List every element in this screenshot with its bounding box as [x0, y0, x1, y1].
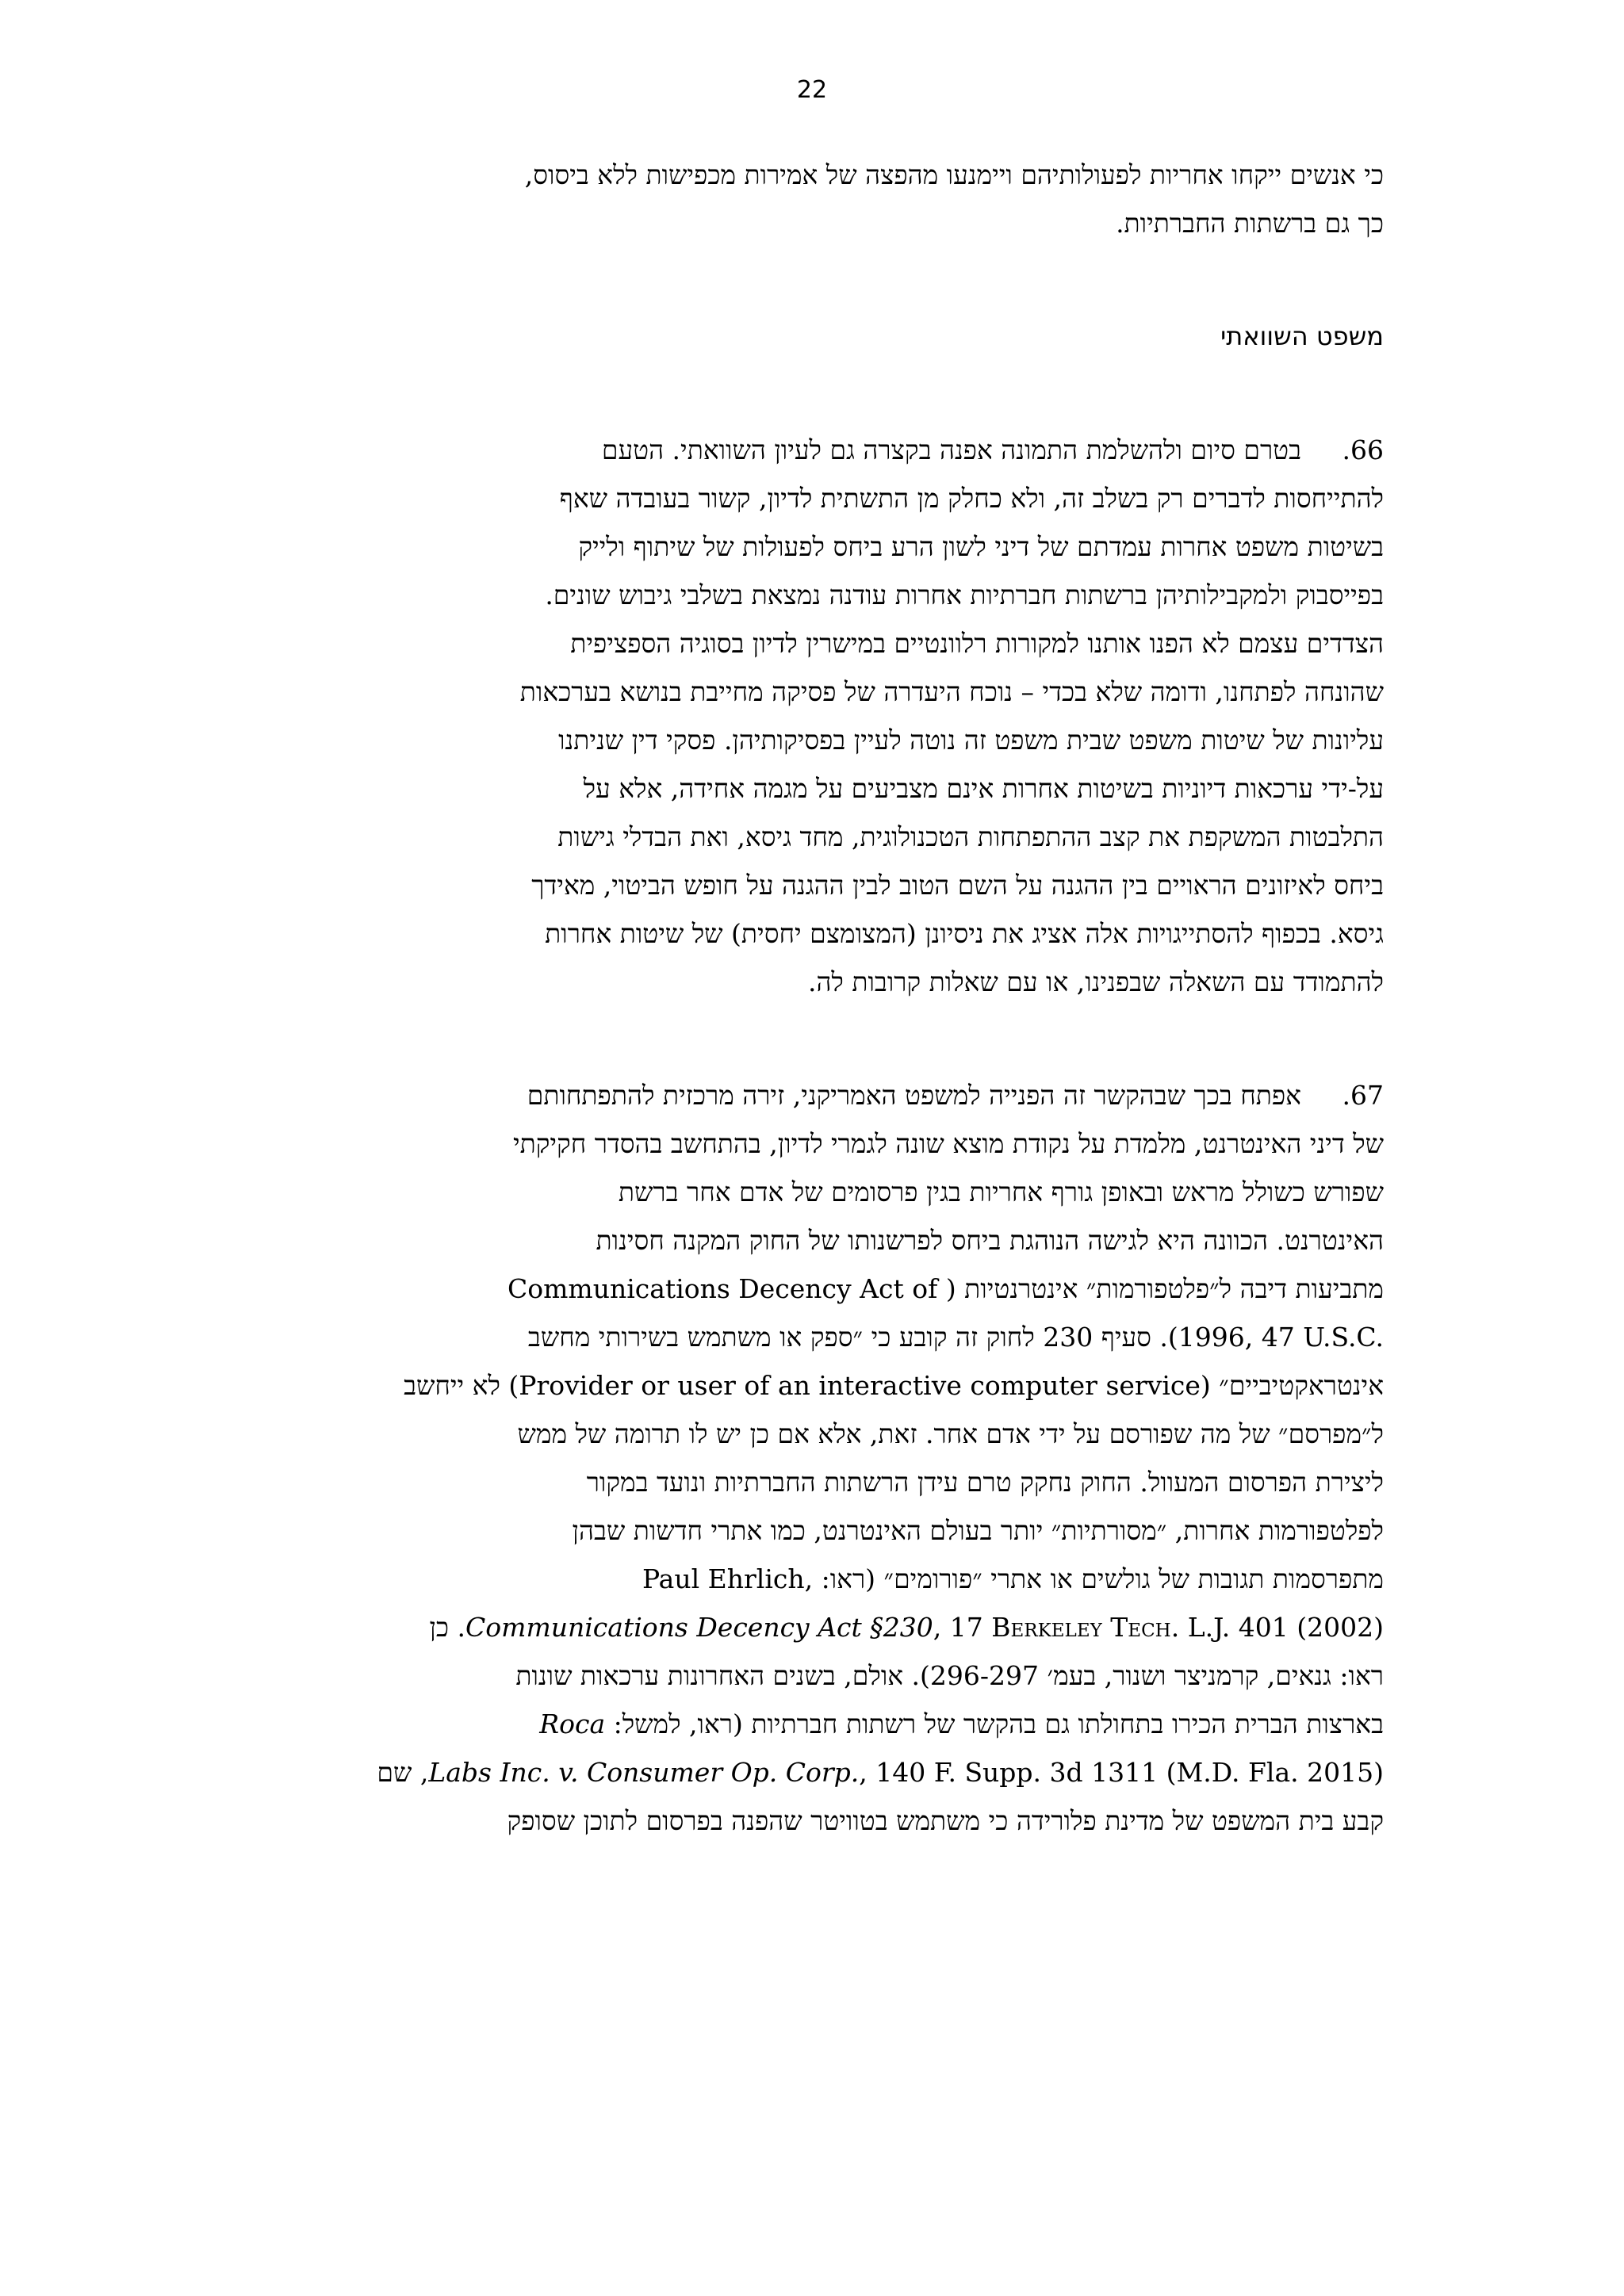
text-line: Communications Decency Act §230, 17 Berkeley Tech. L.J. 401 (2002). כן [429, 1612, 1384, 1643]
text-line: לפלטפורמות אחרות, ״מסורתיות״ יותר בעולם האינטרנט, כמו אתרי חדשות שבהן [572, 1515, 1384, 1546]
text-line: עליונות של שיטות משפט שבית משפט זה נוטה לעיין בפסיקותיהן. פסקי דין שניתנו [558, 725, 1384, 756]
text-line: של דיני האינטרנט, מלמדת על נקודת מוצא שונה לגמרי לדיון, בהתחשב בהסדר חקיקתי [512, 1128, 1384, 1159]
text-line: Labs Inc. v. Consumer Op. Corp., 140 F. Supp. 3d 1311 (M.D. Fla. 2015), שם [377, 1757, 1384, 1788]
text-line: שפורש כשולל מראש ובאופן גורף אחריות בגין פרסומים של אדם אחר ברשת [618, 1177, 1384, 1207]
text-line: הצדדים עצמם לא הפנו אותנו למקורות רלוונטיים במישרין לדיון בסוגיה הספציפית [570, 628, 1384, 659]
text-line: התלבטות המשקפת את קצב ההתפתחות הטכנולוגית, מחד גיסא, ואת הבדלי גישות [557, 821, 1384, 852]
paragraph-number: 67. [1342, 1080, 1384, 1111]
text-line: כך גם ברשתות החברתיות. [1116, 208, 1384, 239]
text-line: 66.בטרם סיום ולהשלמת התמונה אפנה בקצרה גם לעיון השוואתי. הטעם [243, 426, 1384, 474]
text-line: ליצירת הפרסום המעוול. החוק נחקק טרם עידן הרשתות החברתיות ונועד במקור [586, 1467, 1384, 1498]
citation: Labs Inc. v. Consumer Op. Corp., 140 F. Supp. 3d 1311 (M.D. Fla. 2015) [428, 1757, 1384, 1788]
text-line: קבע בית המשפט של מדינת פלורידה כי משתמש בטוויטר שהפנה בפרסום לתוכן שסופק [507, 1805, 1384, 1836]
text-line: ראו: גנאים, קרמניצר ושנור, בעמ׳ 296-297). אולם, בשנים האחרונות ערכאות שונות [515, 1660, 1384, 1691]
text-line: בפייסבוק ולמקבילותיהן ברשתות חברתיות אחרות עודנה נמצאת בשלבי גיבוש שונים. [545, 580, 1384, 610]
text-line: בארצות הברית הכירו בתחולתו גם בהקשר של רשתות חברתיות (ראו, למשל: Roca [539, 1709, 1384, 1739]
text-line: ל״מפרסם״ של מה שפורסם על ידי אדם אחר. זאת, אלא אם כן יש לו תרומה של ממש [517, 1418, 1384, 1449]
document-body [243, 151, 1384, 1845]
text-line: להתמודד עם השאלה שבפנינו, או עם שאלות קרובות לה. [807, 966, 1384, 997]
text-line: שהונחה לפתחנו, ודומה שלא בכדי – נוכח היעדרה של פסיקה מחייבת בנושא בערכאות [519, 676, 1384, 707]
citation: Communications Decency Act of [508, 1273, 938, 1304]
text-line: מתפרסמות תגובות של גולשים או אתרי ״פורומים״ (ראו: Paul Ehrlich, [642, 1563, 1384, 1594]
text-line: על-ידי ערכאות דיוניות בשיטות אחרות אינם מצביעים על מגמה אחידה, אלא על [583, 773, 1384, 804]
text-line: גיסא. בכפוף להסתייגויות אלה אציג את ניסיונן (המצומצם יחסית) של שיטות אחרות [545, 918, 1384, 949]
intro-paragraph [243, 151, 1384, 247]
text-line: 1996, 47 U.S.C.). סעיף 230 לחוק זה קובע כי ״ספק או משתמש בשירותי מחשב [527, 1322, 1384, 1353]
text-line: האינטרנט. הכוונה היא לגישה הנוהגת ביחס לפרשנותו של החוק המקנה חסינות [596, 1225, 1384, 1256]
text-line: מתביעות דיבה ל״פלטפורמות״ אינטרנטיות ( Communications Decency Act of [508, 1273, 1384, 1304]
citation: Roca [539, 1709, 606, 1739]
citation: Communications Decency Act §230, 17 Berkeley Tech. L.J. 401 (2002) [465, 1612, 1384, 1643]
citation: (Provider or user of an interactive computer service) [508, 1370, 1211, 1401]
page-number: 22 [796, 76, 828, 104]
text-line: להתייחסות לדברים רק בשלב זה, ולא כחלק מן התשתית לדיון, קשור בעובדה שאף [559, 483, 1384, 514]
text-line: 67.אפתח בכך שבהקשר זה הפנייה למשפט האמריקני, זירה מרכזית להתפתחותם [243, 1071, 1384, 1119]
text-line: ביחס לאיזונים הראויים בין ההגנה על השם הטוב לבין ההגנה על חופש הביטוי, מאידך [531, 870, 1384, 901]
text-line: אינטראקטיביים״ (Provider or user of an interactive computer service) לא ייחשב [404, 1370, 1384, 1401]
paragraph-number: 66. [1342, 434, 1384, 465]
paragraph-67 [243, 1071, 1384, 1845]
paragraph-66 [243, 426, 1384, 1006]
text-line: כי אנשים ייקחו אחריות לפעולותיהם ויימנעו מהפצה של אמירות מכפישות ללא ביסוס, [524, 159, 1384, 190]
citation: Paul Ehrlich, [642, 1563, 814, 1594]
section-heading: משפט השוואתי [1220, 321, 1384, 351]
text-line: בשיטות משפט אחרות עמדתם של דיני לשון הרע ביחס לפעולות של שיתוף ולייק [578, 531, 1384, 562]
citation: 1996, 47 U.S.C. [1178, 1322, 1384, 1353]
